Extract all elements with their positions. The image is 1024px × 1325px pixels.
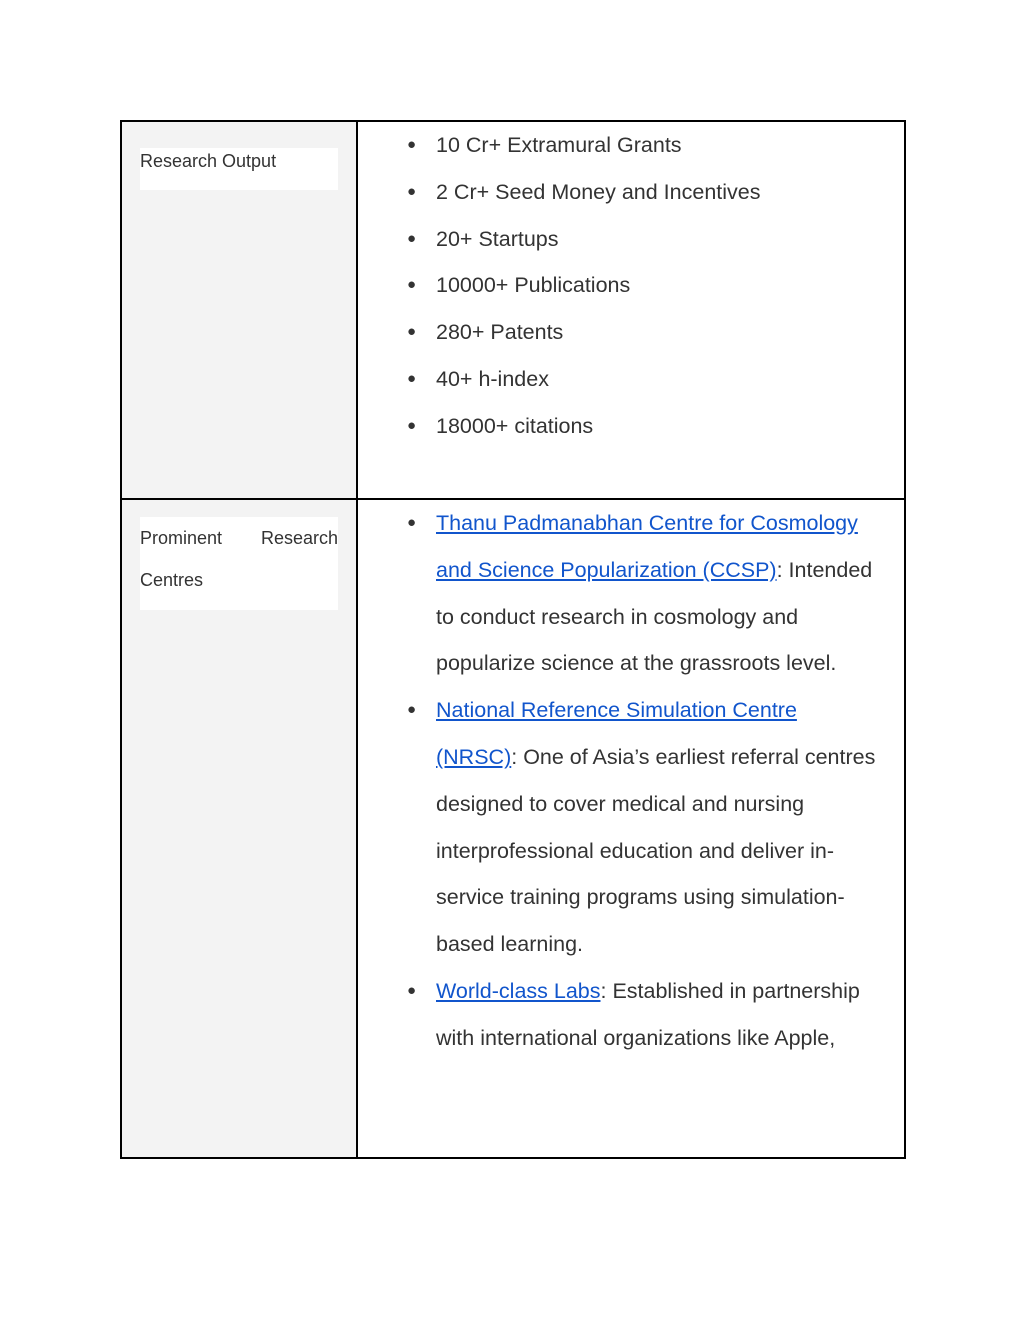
item-description: : Intended to conduct research in cosmology and popularize science at the grassroots level. — [436, 557, 873, 676]
table-row — [121, 499, 905, 1158]
list-item: ● 10000+ Publications — [358, 262, 904, 309]
bullet-icon: ● — [407, 136, 417, 153]
research-table — [120, 120, 906, 1159]
row-label: Research Output — [140, 148, 338, 190]
research-output-list — [358, 122, 904, 450]
list-item — [358, 500, 904, 687]
list-item: ● 18000+ citations — [358, 403, 904, 450]
list-item: ● 280+ Patents — [358, 309, 904, 356]
list-item — [358, 687, 904, 968]
item-description: : Established in partnership with international organizations like Apple, — [436, 978, 860, 1050]
list-item: ● 10 Cr+ Extramural Grants — [358, 122, 904, 169]
list-item — [358, 968, 904, 1062]
content-cell — [357, 499, 905, 1158]
list-item: ● 40+ h-index — [358, 356, 904, 403]
bullet-icon: ● — [407, 416, 417, 434]
ccsp-link[interactable]: Thanu Padmanabhan Centre for Cosmology and Science Popularization (CCSP) — [436, 511, 858, 582]
row-label: Prominent Research Centres — [140, 517, 338, 610]
label-cell — [121, 121, 357, 499]
label-cell — [121, 499, 357, 1158]
bullet-icon: ● — [407, 323, 417, 341]
world-class-labs-link[interactable]: World-class Labs — [436, 978, 601, 1003]
bullet-icon: ● — [407, 229, 417, 247]
item-description: : One of Asia’s earliest referral centres designed to cover medical and nursing interprofessional education and deliver in-service training programs using simulation-based learning. — [436, 744, 876, 957]
bullet-icon: ● — [407, 701, 417, 719]
nrsc-link[interactable]: National Reference Simulation Centre (NRSC) — [436, 698, 797, 769]
list-item: ● 20+ Startups — [358, 216, 904, 263]
list-item: ● 2 Cr+ Seed Money and Incentives — [358, 169, 904, 216]
bullet-icon: ● — [407, 276, 417, 294]
research-centres-list — [358, 500, 904, 1062]
table-row — [121, 121, 905, 499]
content-cell — [357, 121, 905, 499]
bullet-icon: ● — [407, 981, 417, 999]
bullet-icon: ● — [407, 514, 417, 531]
bullet-icon: ● — [407, 182, 417, 200]
bullet-icon: ● — [407, 369, 417, 387]
